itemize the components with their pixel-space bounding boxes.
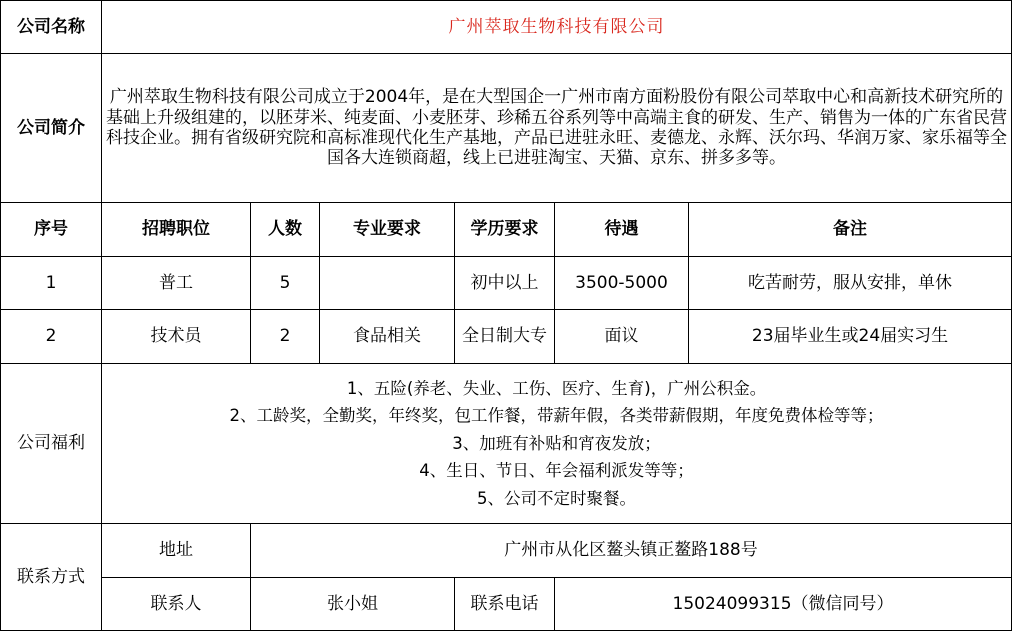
company-name-label: 公司名称 bbox=[1, 1, 102, 54]
job-index: 2 bbox=[1, 310, 102, 364]
job-major: 食品相关 bbox=[320, 310, 455, 364]
job-salary: 面议 bbox=[555, 310, 689, 364]
benefits-label: 公司福利 bbox=[1, 364, 102, 524]
contact-person-label: 联系人 bbox=[102, 578, 251, 631]
benefits-list bbox=[102, 364, 1012, 524]
contact-label: 联系方式 bbox=[1, 524, 102, 631]
benefit-item: 2、工龄奖，全勤奖，年终奖，包工作餐，带薪年假，各类带薪假期，年度免费体检等等； bbox=[229, 406, 884, 426]
table-row bbox=[1, 310, 1012, 364]
header-notes: 备注 bbox=[689, 203, 1012, 257]
job-count: 5 bbox=[251, 257, 320, 310]
job-major bbox=[320, 257, 455, 310]
job-notes: 23届毕业生或24届实习生 bbox=[689, 310, 1012, 364]
contact-person-value: 张小姐 bbox=[251, 578, 455, 631]
header-count: 人数 bbox=[251, 203, 320, 257]
job-education: 全日制大专 bbox=[455, 310, 555, 364]
job-education: 初中以上 bbox=[455, 257, 555, 310]
contact-phone-label: 联系电话 bbox=[455, 578, 555, 631]
contact-phone-value: 15024099315（微信同号） bbox=[555, 578, 1012, 631]
header-education: 学历要求 bbox=[455, 203, 555, 257]
job-index: 1 bbox=[1, 257, 102, 310]
header-major: 专业要求 bbox=[320, 203, 455, 257]
header-salary: 待遇 bbox=[555, 203, 689, 257]
table-row bbox=[1, 257, 1012, 310]
benefit-item: 1、五险(养老、失业、工伤、医疗、生育)，广州公积金。 bbox=[346, 378, 767, 398]
jobs-header-row bbox=[1, 203, 1012, 257]
company-intro: 广州萃取生物科技有限公司成立于2004年，是在大型国企一广州市南方面粉股份有限公司萃取中心和高新技术研究所的基础上升级组建的，以胚芽米、纯麦面、小麦胚芽、珍稀五谷系列等中高端主食的研发、生产、销售为一体的广东省民营科技企业。拥有省级研究院和高标准现代化生产基地，产品已进驻永旺、麦德龙、永辉、沃尔玛、华润万家、家乐福等全国各大连锁商超，线上已进驻淘宝、天猫、京东、拼多多等。 bbox=[102, 54, 1012, 203]
header-position: 招聘职位 bbox=[102, 203, 251, 257]
address-label: 地址 bbox=[102, 524, 251, 578]
company-intro-label: 公司简介 bbox=[1, 54, 102, 203]
job-position: 技术员 bbox=[102, 310, 251, 364]
job-position: 普工 bbox=[102, 257, 251, 310]
job-notes: 吃苦耐劳，服从安排，单休 bbox=[689, 257, 1012, 310]
header-index: 序号 bbox=[1, 203, 102, 257]
company-name: 广州萃取生物科技有限公司 bbox=[102, 1, 1012, 54]
job-salary: 3500-5000 bbox=[555, 257, 689, 310]
job-count: 2 bbox=[251, 310, 320, 364]
benefit-item: 4、生日、节日、年会福利派发等等； bbox=[419, 461, 694, 481]
address-value: 广州市从化区鳌头镇正鳌路188号 bbox=[251, 524, 1012, 578]
benefit-item: 3、加班有补贴和宵夜发放； bbox=[452, 433, 661, 453]
benefit-item: 5、公司不定时聚餐。 bbox=[477, 488, 637, 508]
